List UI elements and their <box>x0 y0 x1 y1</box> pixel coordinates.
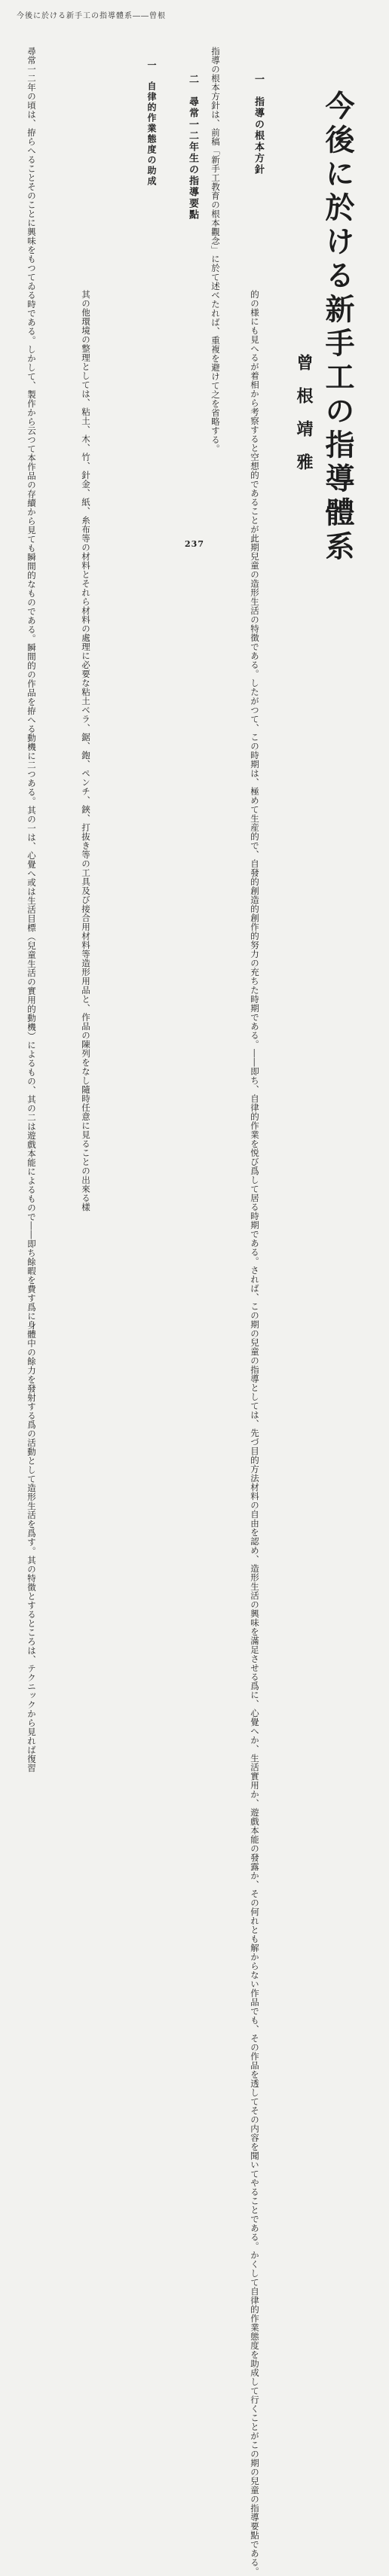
section-1-body: 指導の根本方針は、前稿「新手工教育の根本觀念」に於て述べたれば、重複を避けて之を省略する。 <box>210 47 221 453</box>
author-name: 曾根靖雅 <box>294 354 314 486</box>
article-title: 今後に於ける新手工の指導體系 <box>320 90 355 565</box>
section-1-heading: 一 指導の根本方針 <box>253 74 264 175</box>
section-2-subheading: 一 自律的作業態度の助成 <box>146 60 157 187</box>
page-number: 237 <box>185 539 204 549</box>
section-2-heading: 二 尋常一二年生の指導要點 <box>187 74 198 221</box>
section-2-body: 尋常一二年の頃は、拵らへることそのことに興味をもつてゐる時である。しかして、製作から云つて本作品の存續から見ても瞬間的なものである。瞬間的の作品を拵へる動機に二つある。其の一は、心覺へ或は生活目標（兒童生活の實用的動機）によるもの、其の二は遊戲本能によるもので――即ち餘暇を費す爲に身體中の餘力を發射する爲の活動として造形生活を爲す。其の特徴とするところは、テクニックから見れば復習 <box>26 47 37 1773</box>
running-head: 今後に於ける新手工の指導體系――曾根 <box>17 12 166 20</box>
lower-right-body: 的の様にも見へるが着相から考察すると空想的であることが此期兒童の造形生活の特徴である。したがつて、この時期は、極めて生産的で、自發的創造的創作的努力の充ちた時期である。――即ち、自律的作業を悦び爲して居る時期である。されば、この期の兒童の指導としては、先づ目的方法材料の自由を認め、造形生活の興味を滿足させる爲に、心覺へか、生活實用か、遊戲本能の發露か、その何れとも解からない作品でも、その作品を透してその内容を聞いてやることである。かくして自律的作業態度を助成して行くことがこの期の兒童の指導要點である。 <box>250 290 260 2576</box>
lower-left-body: 其の他環境の整理としては、粘土、木、竹、針金、紙、糸布等の材料とそれら材料の處理に必要な粘土ベラ、鋸、鉋、ペンチ、鋏、打抜き等の工具及び接合用材料等造形用品と、作品の陳列をなし隨時任意に見ることの出來る樣 <box>81 290 91 1212</box>
